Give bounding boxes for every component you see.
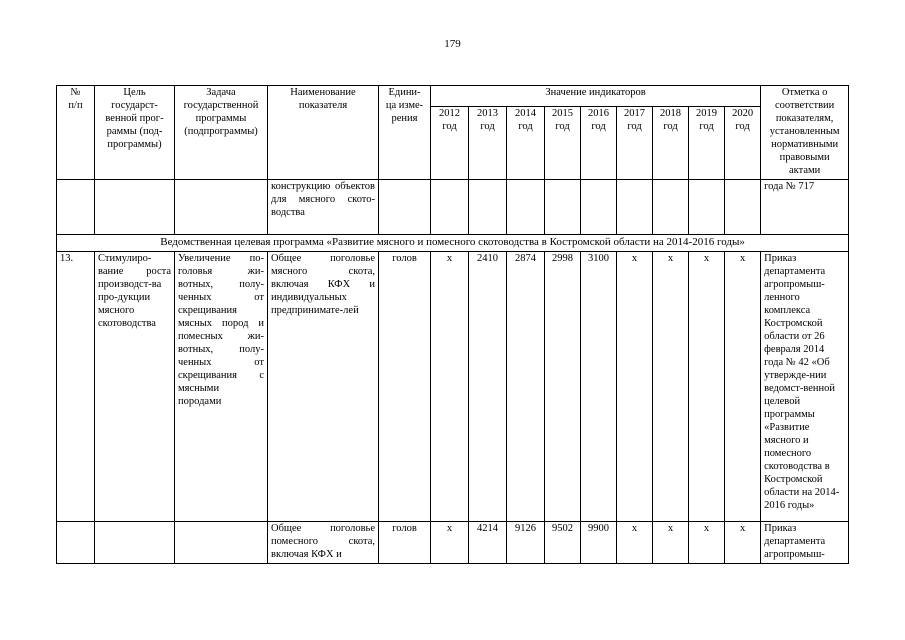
row-value: х (689, 522, 725, 564)
header-year: 2012 год (431, 107, 469, 180)
row-task: Увеличение по-головья жи-вотных, полу-ченных от скрещивания мясных пород и помесных жи-вотных, полу-ченных от скрещивания с мясными породами (175, 252, 268, 522)
cell-empty (507, 180, 545, 235)
header-year: 2013 год (469, 107, 507, 180)
row-indicator: Общее поголовье помесного скота, включая КФХ и (268, 522, 379, 564)
cell-empty (379, 180, 431, 235)
header-note: Отметка о соответствии показателям, установленным нормативными правовыми актами (761, 86, 849, 180)
header-row-1 (57, 86, 849, 107)
row-note: Приказ департамента агропромыш-ленного комплекса Костромской области от 26 февраля 2014 года № 42 «Об утвержде-нии ведомст-венной целевой программы «Развитие мясного и помесного скотоводства в Костромской области на 2014-2016 годы» (761, 252, 849, 522)
row-value: х (617, 252, 653, 522)
cell-empty (57, 522, 95, 564)
cell-empty (581, 180, 617, 235)
row-note: Приказ департамента агропромыш- (761, 522, 849, 564)
header-indicator: Наименование показателя (268, 86, 379, 180)
cell-empty (617, 180, 653, 235)
cell-empty (57, 180, 95, 235)
row-value: 9502 (545, 522, 581, 564)
row-unit: голов (379, 522, 431, 564)
row-value: 9126 (507, 522, 545, 564)
cell-empty (431, 180, 469, 235)
row-value: 4214 (469, 522, 507, 564)
header-year: 2020 год (725, 107, 761, 180)
row-value: х (725, 522, 761, 564)
cell-empty (175, 180, 268, 235)
header-year: 2016 год (581, 107, 617, 180)
row-num: 13. (57, 252, 95, 522)
continued-row (57, 180, 849, 235)
row-value: 2410 (469, 252, 507, 522)
table-row (57, 252, 849, 522)
cell-empty (653, 180, 689, 235)
header-values-title: Значение индикаторов (431, 86, 761, 107)
indicators-table (56, 85, 849, 564)
cell-empty (95, 180, 175, 235)
row-value: 2998 (545, 252, 581, 522)
cell-empty (95, 522, 175, 564)
cell-empty (689, 180, 725, 235)
section-row (57, 235, 849, 252)
cell-empty (175, 522, 268, 564)
row-value: х (725, 252, 761, 522)
header-unit: Едини- ца изме- рения (379, 86, 431, 180)
row-value: 9900 (581, 522, 617, 564)
continued-indicator: конструкцию объектов для мясного ското-водства (268, 180, 379, 235)
row-value: х (653, 522, 689, 564)
section-title: Ведомственная целевая программа «Развитие мясного и помесного скотоводства в Костромской области на 2014-2016 годы» (57, 235, 849, 252)
row-value: х (431, 522, 469, 564)
row-goal: Стимулиро-вание роста производст-ва про-дукции мясного скотоводства (95, 252, 175, 522)
row-value: х (617, 522, 653, 564)
row-value: х (431, 252, 469, 522)
header-year: 2017 год (617, 107, 653, 180)
cell-empty (545, 180, 581, 235)
row-value: 2874 (507, 252, 545, 522)
header-year: 2015 год (545, 107, 581, 180)
cell-empty (469, 180, 507, 235)
header-year: 2019 год (689, 107, 725, 180)
header-year: 2018 год (653, 107, 689, 180)
continued-note: года № 717 (761, 180, 849, 235)
header-num: № п/п (57, 86, 95, 180)
row-value: х (653, 252, 689, 522)
cell-empty (725, 180, 761, 235)
row-unit: голов (379, 252, 431, 522)
header-year: 2014 год (507, 107, 545, 180)
row-value: х (689, 252, 725, 522)
header-goal: Цель государст- венной прог- раммы (под- программы) (95, 86, 175, 180)
page-number: 179 (444, 38, 461, 50)
header-task: Задача государственной программы (подпрограммы) (175, 86, 268, 180)
row-value: 3100 (581, 252, 617, 522)
table-row (57, 522, 849, 564)
row-indicator: Общее поголовье мясного скота, включая КФХ и индивидуальных предпринимате-лей (268, 252, 379, 522)
